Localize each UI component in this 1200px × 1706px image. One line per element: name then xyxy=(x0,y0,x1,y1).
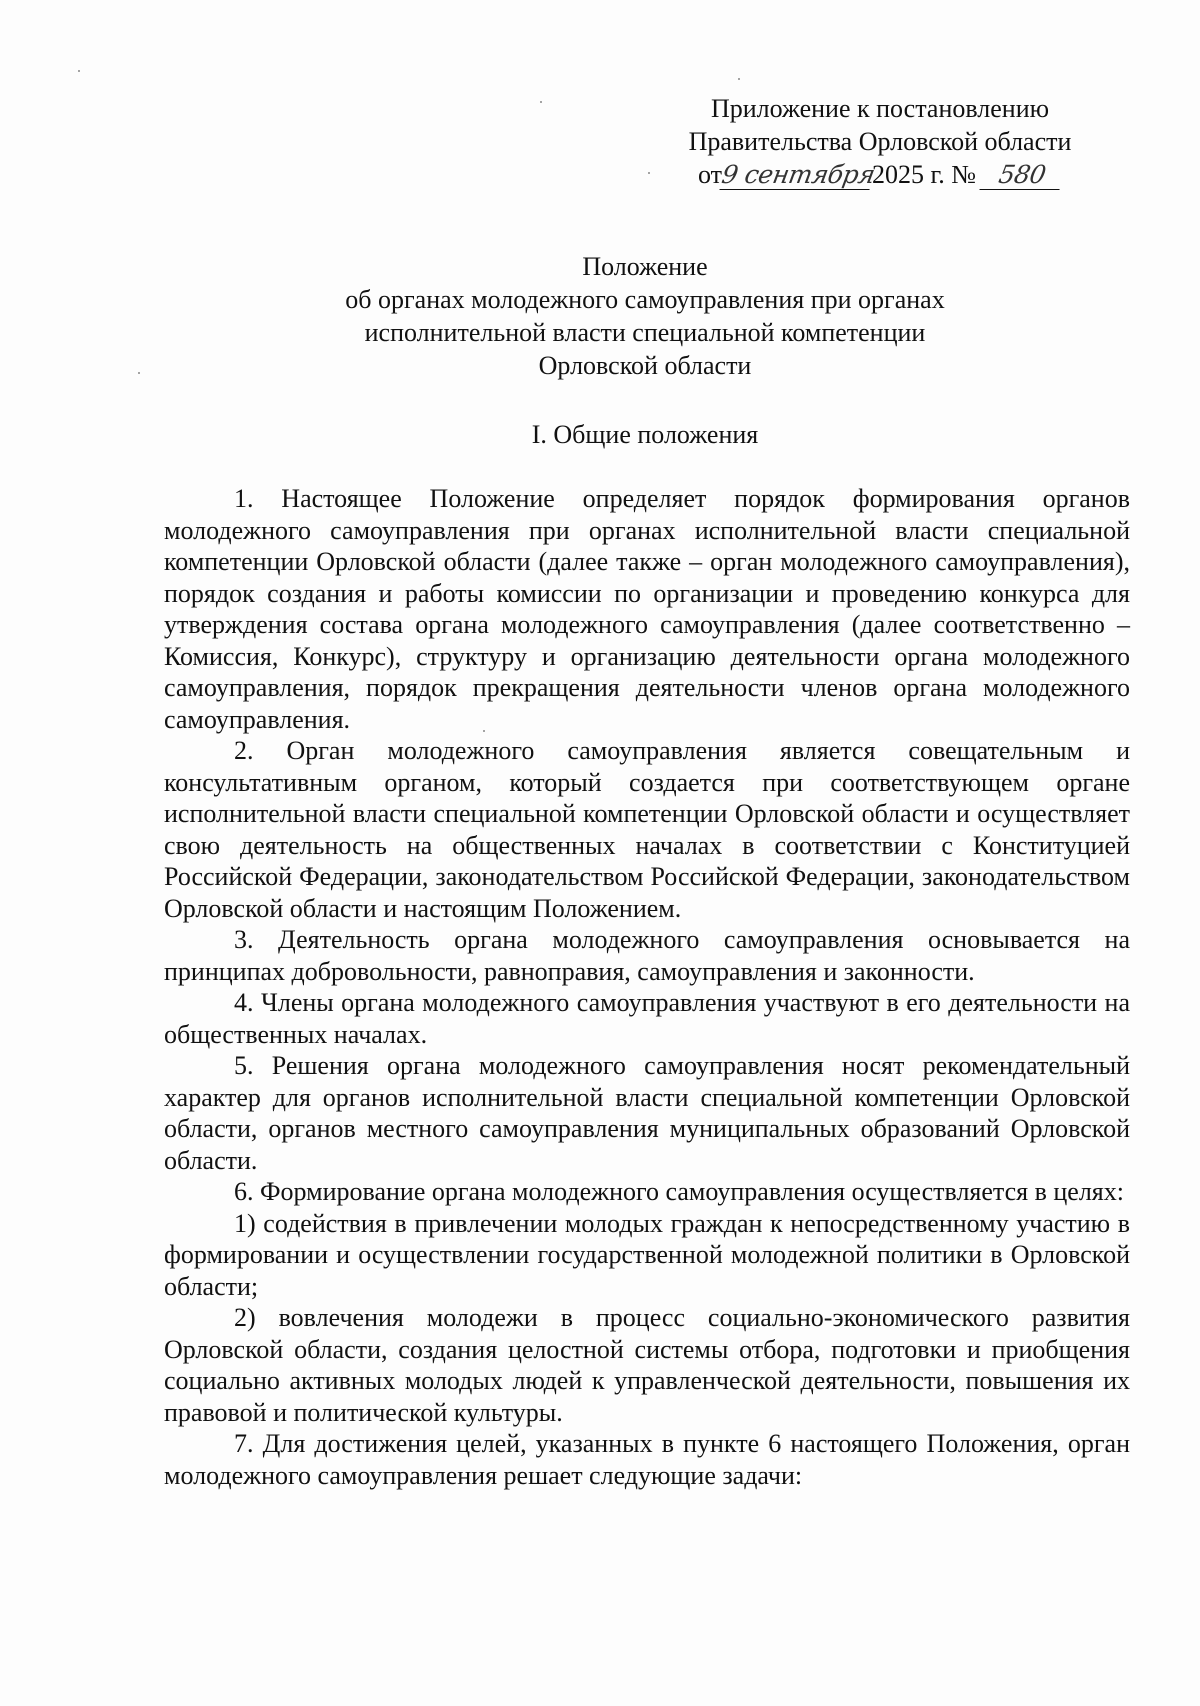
paragraph-3: 3. Деятельность органа молодежного самоуправления основывается на принципах добровольности, равноправия, самоуправления и законности. xyxy=(164,925,1130,986)
section-heading: I. Общие положения xyxy=(531,420,759,449)
paragraph-6-item-1: 1) содействия в привлечении молодых граждан к непосредственному участию в формировании и осуществлении государственной молодежной политики в Орловской области; xyxy=(164,1208,1130,1301)
paragraph-7: 7. Для достижения целей, указанных в пункте 6 настоящего Положения, орган молодежного самоуправления решает следующие задачи: xyxy=(164,1429,1130,1490)
appendix-line-1: Приложение к постановлению xyxy=(710,94,1050,123)
date-prefix: от xyxy=(697,160,722,189)
appendix-header xyxy=(600,92,1160,191)
paragraph-4: 4. Члены органа молодежного самоуправления участвуют в его деятельности на общественных началах. xyxy=(164,988,1130,1049)
title-line-4: Орловской области xyxy=(538,351,752,380)
paragraph-5: 5. Решения органа молодежного самоуправления носят рекомендательный характер для органов исполнительной власти специальной компетенции Орловской области, органов местного самоуправления муниципальных образований Орловской области. xyxy=(164,1051,1130,1175)
title-line-2: об органах молодежного самоуправления при органах xyxy=(345,285,945,314)
paragraph-1: 1. Настоящее Положение определяет порядок формирования органов молодежного самоуправления при органах исполнительной власти специальной компетенции Орловской области (далее также – орган молодежного самоуправления), порядок создания и работы комиссии по организации и проведению конкурса для утверждения состава органа молодежного самоуправления (далее соответственно – Комиссия, Конкурс), структуру и организацию деятельности органа молодежного самоуправления, порядок прекращения деятельности членов органа молодежного самоуправления. xyxy=(164,484,1130,734)
document-body xyxy=(164,483,1130,1491)
title-line-1: Положение xyxy=(582,252,708,281)
appendix-line-2: Правительства Орловской области xyxy=(688,127,1072,156)
document-title xyxy=(160,250,1130,382)
paragraph-6: 6. Формирование органа молодежного самоуправления осуществляется в целях: xyxy=(234,1177,1124,1206)
scan-speck xyxy=(138,372,140,374)
paragraph-6-item-2: 2) вовлечения молодежи в процесс социально-экономического развития Орловской области, создания целостной системы отбора, подготовки и приобщения социально активных молодых людей к управленческой деятельности, повышения их правовой и политической культуры. xyxy=(164,1303,1130,1427)
date-year: 2025 г. № xyxy=(871,160,977,189)
title-line-3: исполнительной власти специальной компетенции xyxy=(364,318,926,347)
handwritten-number: 580 xyxy=(979,161,1064,190)
resolution-date-line xyxy=(600,158,1160,191)
scan-speck xyxy=(78,70,80,72)
scan-speck xyxy=(738,78,740,80)
handwritten-date: 9 сентября xyxy=(719,160,877,189)
paragraph-2: 2. Орган молодежного самоуправления является совещательным и консультативным органом, который создается при соответствующем органе исполнительной власти специальной компетенции Орловской области и осуществляет свою деятельность на общественных началах в соответствии с Конституцией Российской Федерации, законодательством Российской Федерации, законодательством Орловской области и настоящим Положением. xyxy=(164,736,1130,923)
scan-speck xyxy=(540,101,542,103)
